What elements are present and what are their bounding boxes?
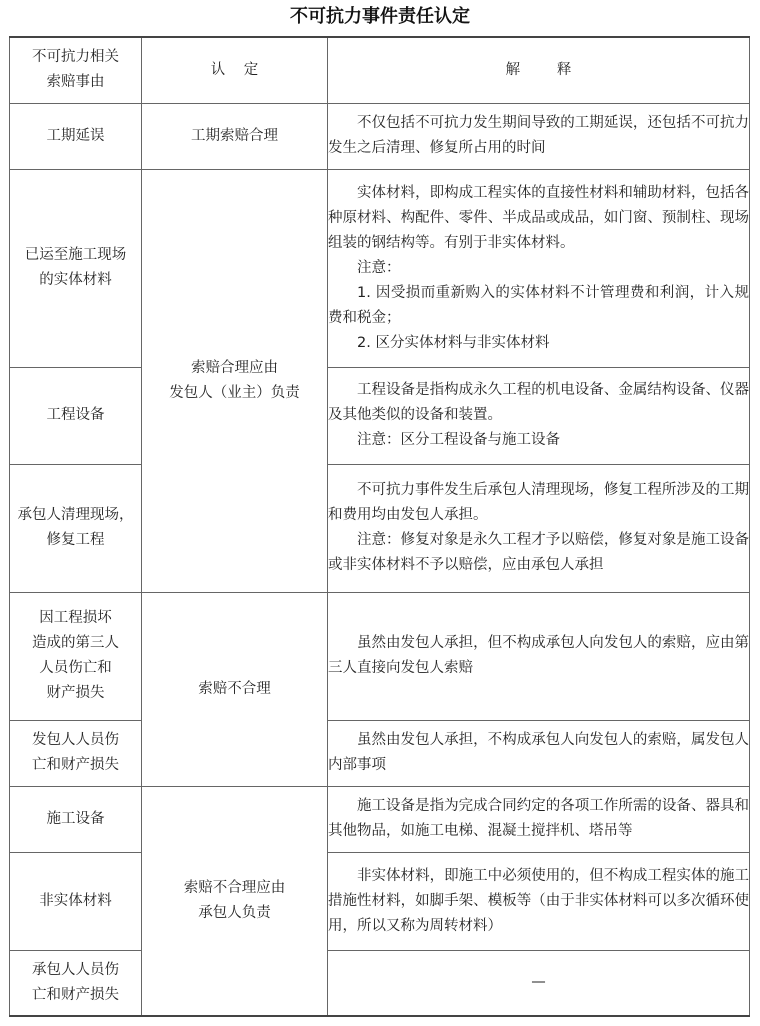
matter-cell	[10, 367, 142, 464]
verdict-cell	[142, 786, 328, 1016]
text-line: 索赔不合理应由	[183, 879, 286, 896]
table-row	[10, 950, 750, 1016]
explanation-text: 工程设备是指构成永久工程的机电设备、金属结构设备、仪器及其他类似的设备和装置。	[328, 382, 749, 423]
text-line: 索赔不合理	[198, 680, 271, 697]
text-line: 发包人（业主）负责	[169, 384, 300, 401]
text-line: 施工设备	[46, 810, 105, 827]
explanation-cell	[328, 852, 750, 950]
text-line: 亡和财产损失	[32, 986, 119, 1003]
verdict-cell	[142, 103, 328, 169]
table-row	[10, 786, 750, 852]
table-title: 不可抗力事件责任认定	[290, 6, 470, 27]
text-line: 承包人人员伤	[32, 961, 119, 978]
explanation-note-item: 1. 因受损而重新购入的实体材料不计管理费和利润，计入规费和税金；	[328, 284, 749, 326]
text-line: 已运至施工现场	[24, 247, 127, 263]
explanation-cell	[328, 169, 750, 367]
explanation-cell	[328, 103, 750, 169]
explanation-note: 注意：区分工程设备与施工设备	[357, 432, 560, 448]
text-line: 修复工程	[46, 532, 105, 548]
matter-cell	[10, 464, 142, 592]
text-line: 索赔合理应由	[191, 359, 278, 376]
explanation-dash: —	[531, 974, 546, 991]
text-line: 因工程损坏	[39, 610, 112, 626]
table-row	[10, 367, 750, 464]
explanation-cell	[328, 720, 750, 786]
explanation-note: 注意：修复对象是永久工程才予以赔偿，修复对象是施工设备或非实体材料不予以赔偿，应由承包人承担	[328, 532, 749, 573]
explanation-cell	[328, 786, 750, 852]
verdict-cell	[142, 169, 328, 592]
text-line: 的实体材料	[39, 272, 112, 288]
matter-cell	[10, 103, 142, 169]
matter-cell	[10, 592, 142, 720]
header-matter	[10, 37, 142, 103]
explanation-text: 虽然由发包人承担，但不构成承包人向发包人的索赔，应由第三人直接向发包人索赔	[328, 635, 749, 676]
table-row	[10, 464, 750, 592]
matter-cell	[10, 950, 142, 1016]
explanation-cell	[328, 592, 750, 720]
table-row	[10, 592, 750, 720]
table-row	[10, 103, 750, 169]
text-line: 造成的第三人	[32, 635, 119, 651]
text-line: 承包人负责	[198, 904, 271, 921]
text-line: 非实体材料	[39, 892, 112, 909]
text-line: 索赔事由	[46, 74, 105, 91]
table-row	[10, 720, 750, 786]
verdict-cell	[142, 592, 328, 786]
explanation-cell	[328, 464, 750, 592]
explanation-text: 实体材料，即构成工程实体的直接性材料和辅助材料，包括各种原材料、构配件、零件、半成品或成品，如门窗、预制柱、现场组装的钢结构等。有别于非实体材料。	[328, 184, 749, 251]
text-line: 财产损失	[46, 685, 105, 701]
text-line: 不可抗力相关	[32, 49, 119, 66]
explanation-text: 不仅包括不可抗力发生期间导致的工期延误，还包括不可抗力发生之后清理、修复所占用的时间	[328, 115, 749, 156]
explanation-text: 施工设备是指为完成合同约定的各项工作所需的设备、器具和其他物品，如施工电梯、混凝土搅拌机、塔吊等	[328, 798, 749, 839]
matter-cell	[10, 169, 142, 367]
text-line: 工程设备	[46, 407, 105, 423]
table-row	[10, 169, 750, 367]
header-verdict: 认 定	[142, 37, 328, 103]
explanation-text: 不可抗力事件发生后承包人清理现场，修复工程所涉及的工期和费用均由发包人承担。	[328, 482, 749, 523]
explanation-note-item: 2. 区分实体材料与非实体材料	[357, 334, 550, 351]
explanation-text: 非实体材料，即施工中必须使用的，但不构成工程实体的施工措施性材料，如脚手架、模板等（由于非实体材料可以多次循环使用，所以又称为周转材料）	[328, 867, 749, 934]
text-line: 发包人人员伤	[32, 732, 119, 748]
explanation-note: 注意：	[357, 259, 401, 276]
explanation-text: 虽然由发包人承担，不构成承包人向发包人的索赔，属发包人内部事项	[328, 732, 749, 773]
text-line: 工期索赔合理	[191, 127, 278, 144]
matter-cell	[10, 720, 142, 786]
text-line: 人员伤亡和	[39, 660, 112, 676]
responsibility-table	[9, 36, 750, 1017]
text-line: 亡和财产损失	[32, 757, 119, 773]
explanation-cell	[328, 367, 750, 464]
header-explanation: 解 释	[328, 37, 750, 103]
table-header-row	[10, 37, 750, 103]
matter-cell	[10, 852, 142, 950]
table-row	[10, 852, 750, 950]
text-line: 工期延误	[46, 127, 105, 144]
matter-cell	[10, 786, 142, 852]
text-line: 承包人清理现场，	[17, 507, 134, 523]
explanation-cell	[328, 950, 750, 1016]
